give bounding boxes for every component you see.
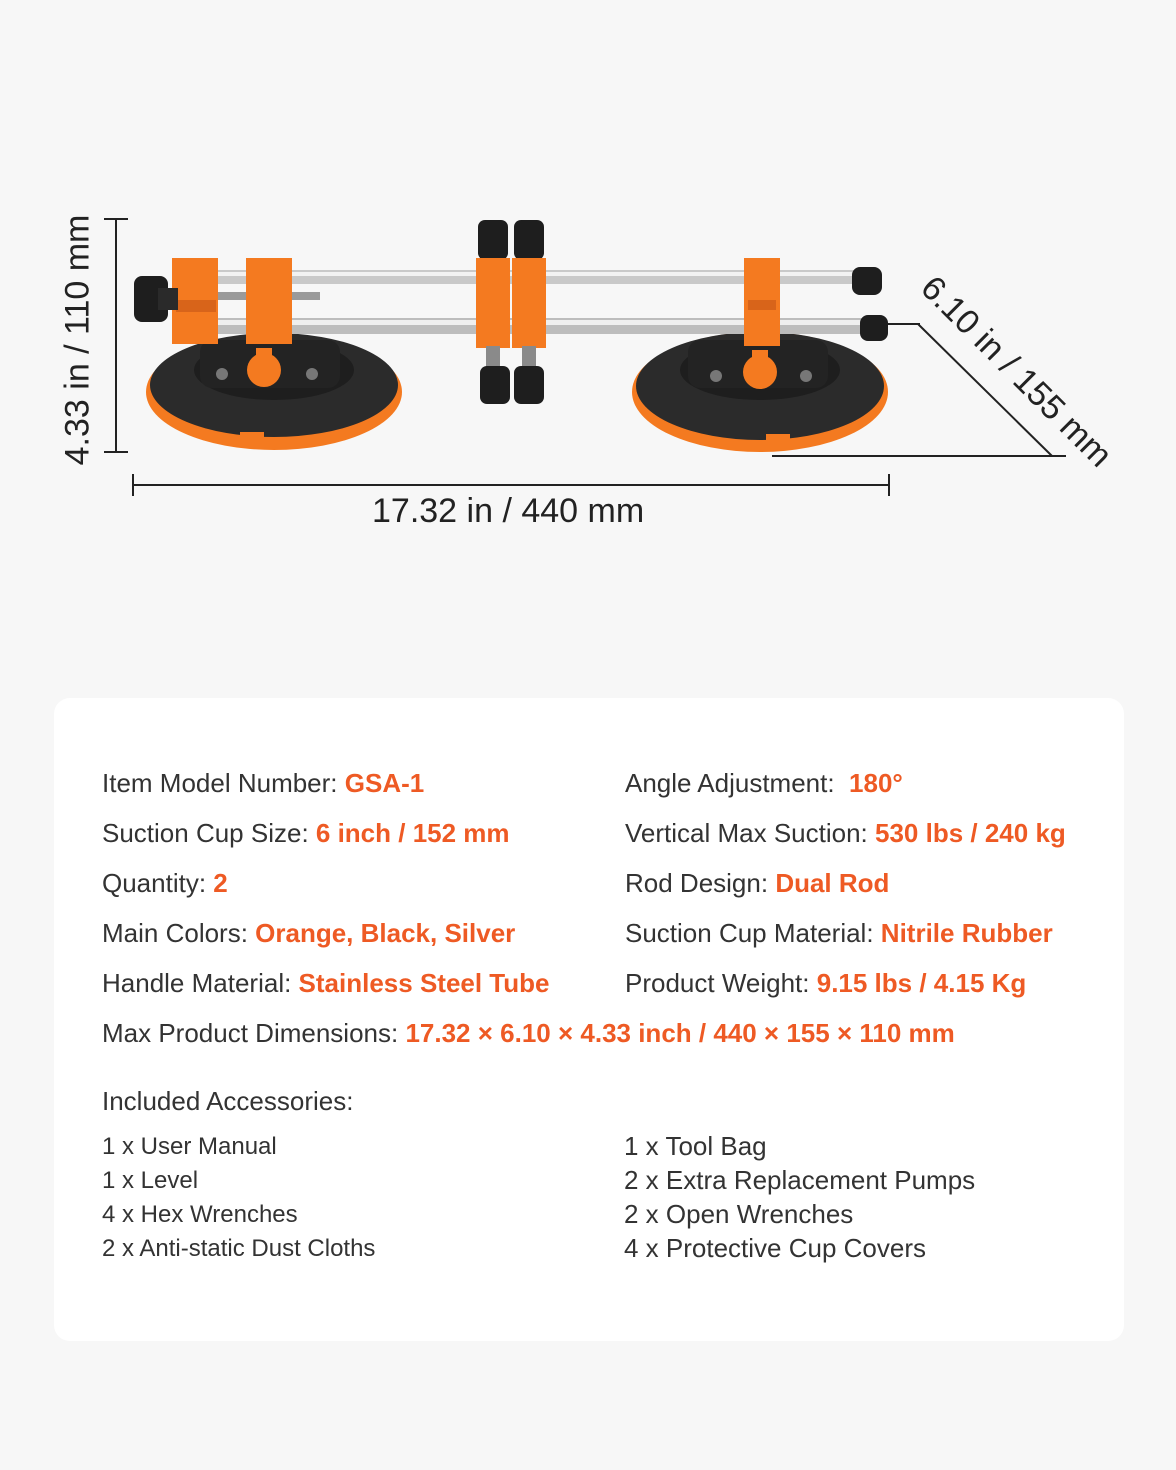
left-clamp-blocks xyxy=(134,258,292,344)
spec-cup-material xyxy=(625,918,1053,948)
spec-colors xyxy=(102,918,515,948)
product-dimension-figure xyxy=(0,0,1176,620)
spec-dimensions xyxy=(102,1018,955,1048)
spec-value: 17.32 × 6.10 × 4.33 inch / 440 × 155 × 110 mm xyxy=(405,1018,955,1048)
width-dimension-label: 17.32 in / 440 mm xyxy=(372,492,645,530)
height-dimension-label: 4.33 in / 110 mm xyxy=(58,214,97,466)
accessory-item: 1 x User Manual xyxy=(102,1133,277,1160)
spec-label: Angle Adjustment: xyxy=(625,768,850,798)
right-clamp-block xyxy=(744,258,780,346)
center-adjuster xyxy=(476,220,546,404)
accessories-title: Included Accessories: xyxy=(102,1086,354,1116)
spec-value: 180° xyxy=(849,768,903,798)
spec-card xyxy=(54,698,1124,1341)
spec-value: Nitrile Rubber xyxy=(880,918,1053,948)
spec-label: Quantity: xyxy=(102,868,214,898)
accessory-item: 2 x Open Wrenches xyxy=(624,1199,854,1229)
spec-label: Product Weight: xyxy=(625,968,817,998)
left-suction-cup xyxy=(146,333,402,450)
spec-quantity xyxy=(102,868,228,898)
spec-model xyxy=(102,768,424,798)
accessory-item: 4 x Protective Cup Covers xyxy=(624,1233,927,1263)
spec-value: GSA-1 xyxy=(344,768,425,798)
spec-value: 530 lbs / 240 kg xyxy=(875,818,1066,848)
right-suction-cup xyxy=(632,332,888,452)
accessory-item: 4 x Hex Wrenches xyxy=(102,1201,298,1228)
spec-value: 6 inch / 152 mm xyxy=(315,818,510,848)
spec-label: Suction Cup Size: xyxy=(102,818,316,848)
spec-label: Vertical Max Suction: xyxy=(625,818,875,848)
spec-value: 2 xyxy=(213,868,228,898)
spec-value: Stainless Steel Tube xyxy=(298,968,550,998)
spec-value: Dual Rod xyxy=(775,868,890,898)
height-dimension-line xyxy=(104,219,128,452)
spec-label: Max Product Dimensions: xyxy=(102,1018,406,1048)
spec-label: Main Colors: xyxy=(102,918,256,948)
spec-label: Rod Design: xyxy=(625,868,776,898)
spec-handle xyxy=(102,968,549,998)
accessory-item: 1 x Level xyxy=(102,1167,199,1194)
spec-angle xyxy=(625,768,903,798)
spec-label: Suction Cup Material: xyxy=(625,918,881,948)
spec-suction xyxy=(625,818,1066,848)
accessory-item: 2 x Anti-static Dust Cloths xyxy=(102,1235,376,1262)
spec-value: 9.15 lbs / 4.15 Kg xyxy=(816,968,1027,998)
spec-rod xyxy=(625,868,889,898)
spec-label: Handle Material: xyxy=(102,968,299,998)
spec-label: Item Model Number: xyxy=(102,768,345,798)
spec-value: Orange, Black, Silver xyxy=(255,918,516,948)
accessory-item: 2 x Extra Replacement Pumps xyxy=(624,1165,976,1195)
accessory-item: 1 x Tool Bag xyxy=(624,1131,767,1161)
spec-weight xyxy=(625,968,1026,998)
spec-cup-size xyxy=(102,818,510,848)
depth-dimension-label: 6.10 in / 155 mm xyxy=(913,268,1120,475)
